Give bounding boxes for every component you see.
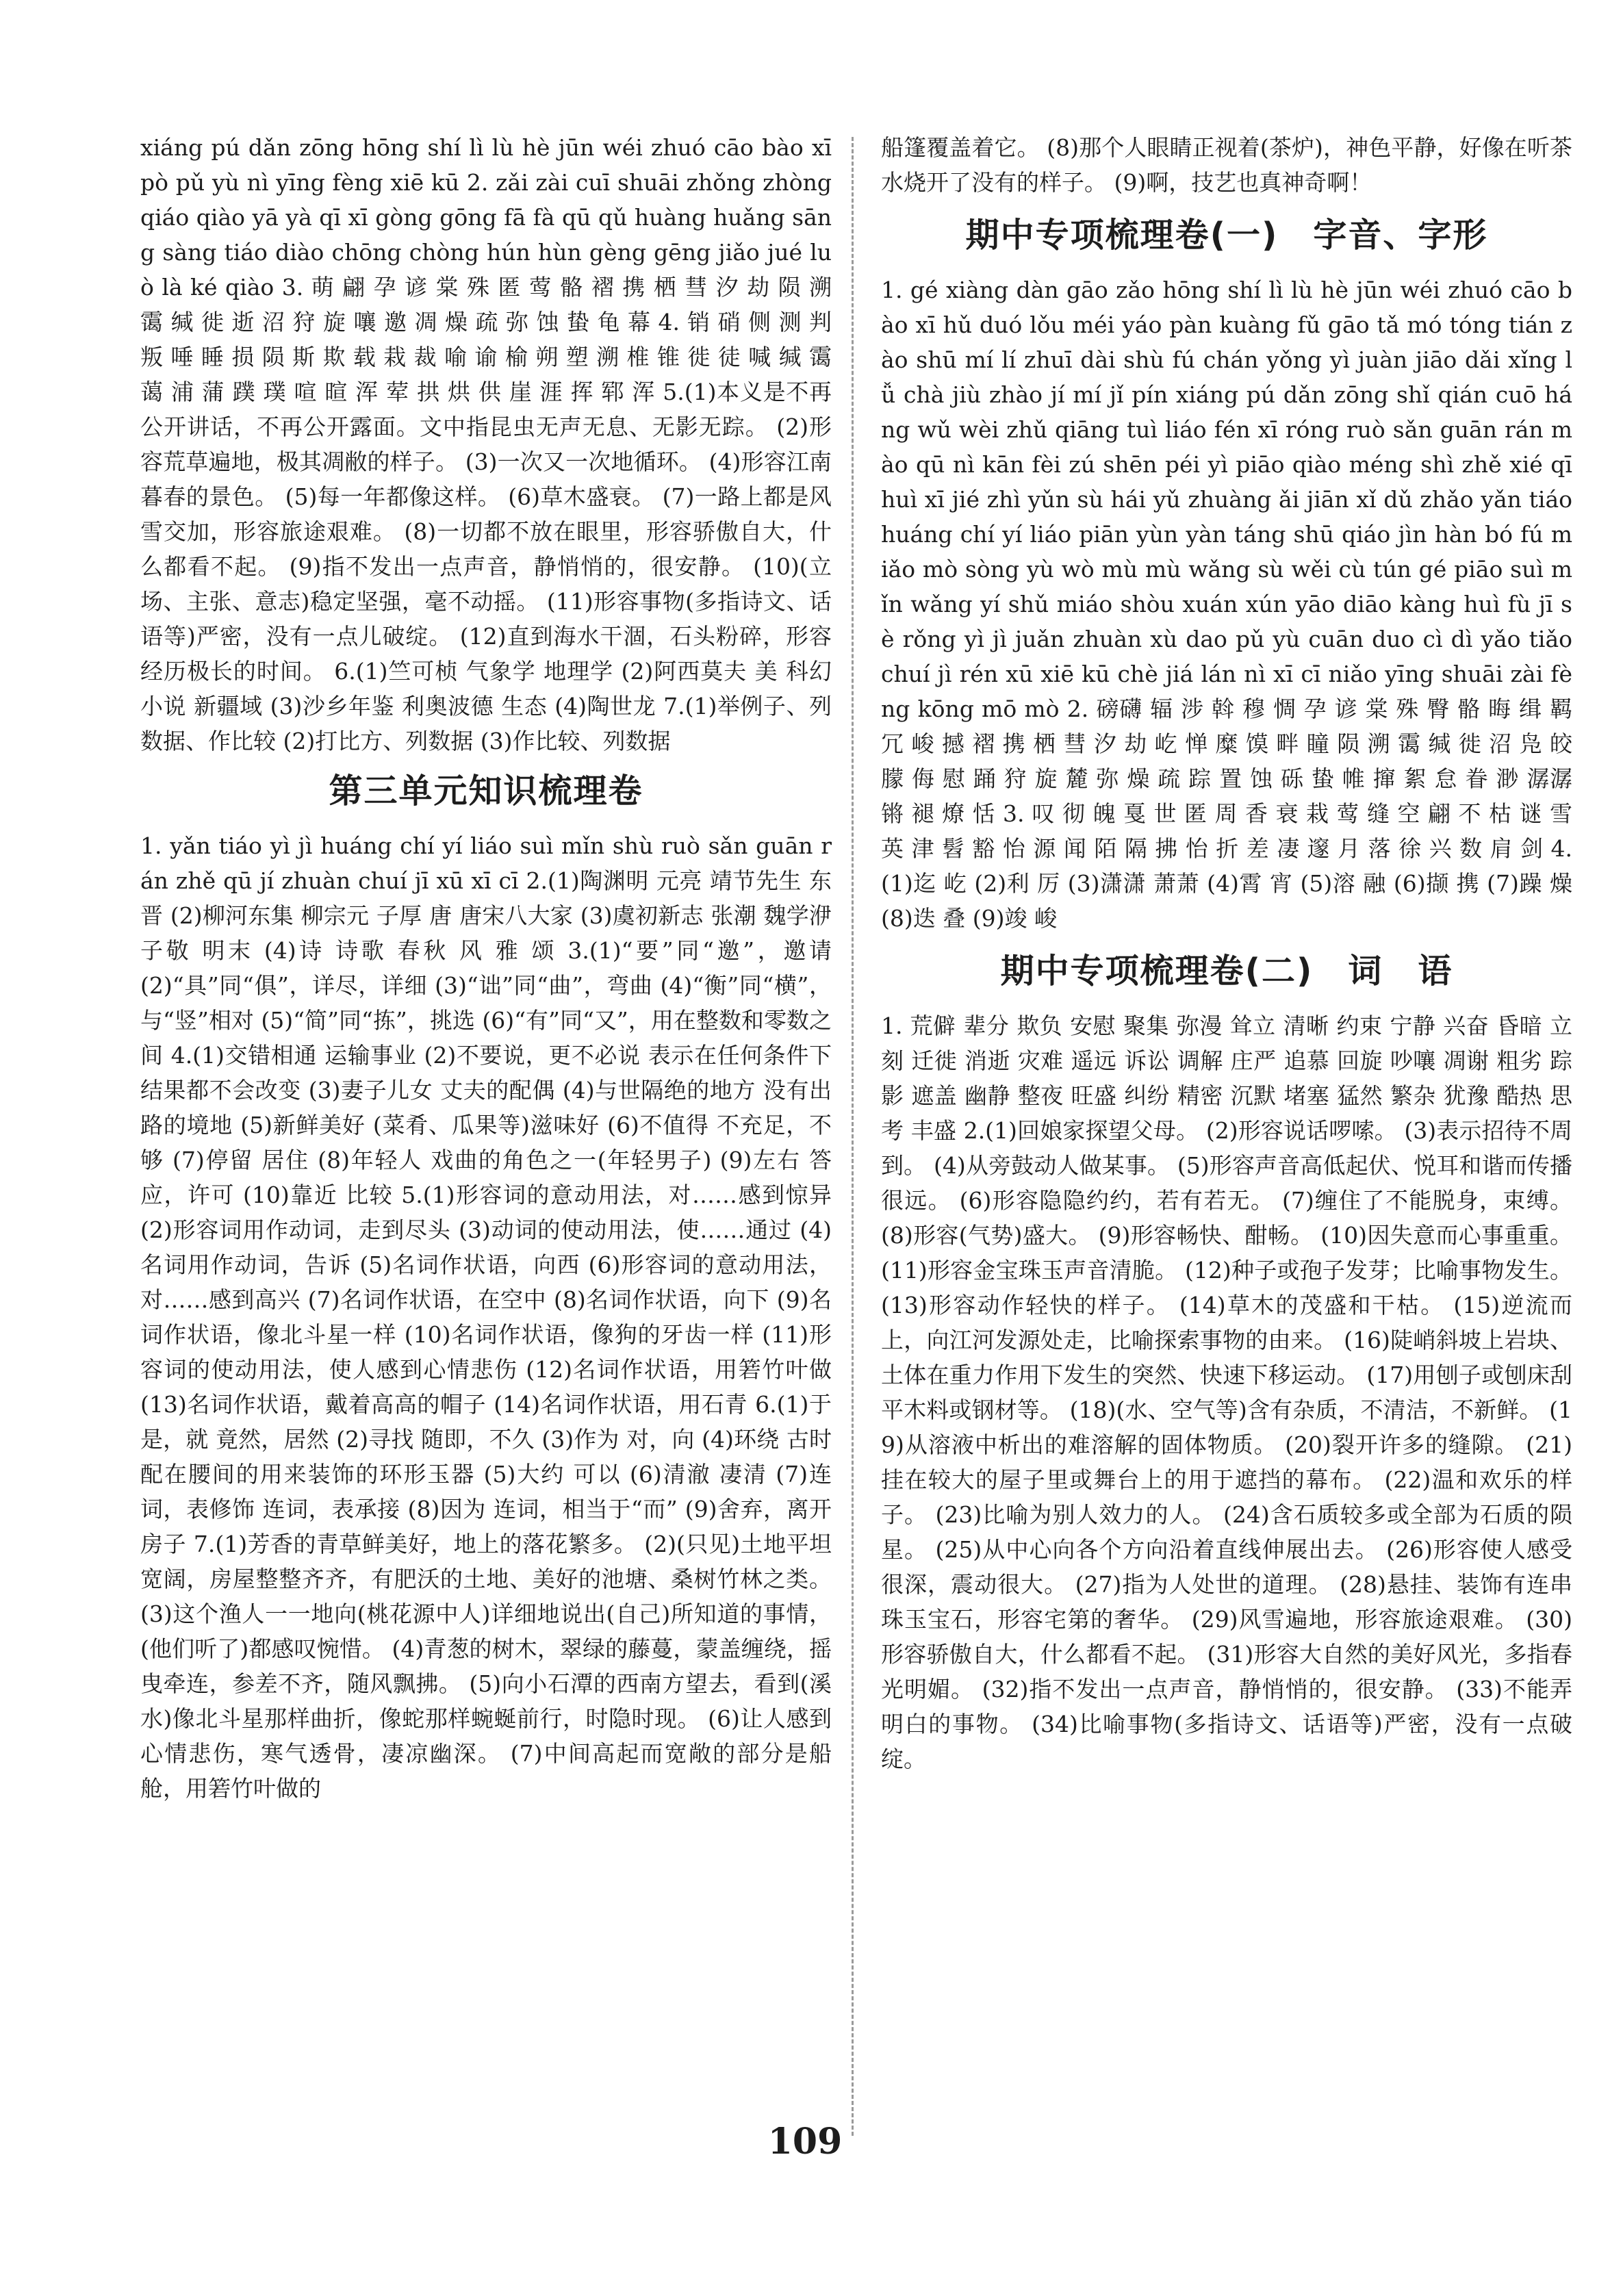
midterm-review-one-answers: 1. gé xiàng dàn gāo zǎo hōng shí lì lù hè jūn wéi zhuó cāo bào xī hǔ duó lǒu méi yáo pàn kuàng fǔ gāo tǎ mó tóng tián zào shū mí lí zhuī dài shù fú chán yǒng yì juàn jiāo dǎi xǐng lǚ chà jiù zhào jí mí jǐ pín xiáng pú dǎn zōng shǐ qián cuō háng wǔ wèi zhǔ qiāng tuì liáo fén xī róng ruò sǎn guān rán mào qū nì kān fèi zú shēn péi yì piāo qiào méng shì zhě xié qī huì xī jié zhì yǔn sù hái yǔ zhuàng ǎi jiān xǐ dǔ zhǎo yǎn tiáo huáng chí yí liáo piān yùn yàn táng shū qiáo jìn hàn bó fú miǎo mò sòng yù wò mù mù wǎng sù wěi cù tún gé piāo suì mǐn wǎng yí shǔ miáo shòu xuán xún yāo diāo kàng huì fù jī sè rǒng yì jì juǎn zhuàn xù dao pǔ yù cuān duo cì dì yǎo tiǎo chuí jì rén xū xiē kū chè jiá lán nì xī cī niǎo yīng shuāi zài fèng kōng mō mò 2. 磅礴 辐 涉 斡 穆 惆 孕 谚 棠 殊 臀 骼 晦 缉 羁 冗 峻 撼 褶 携 栖 彗 汐 劫 屹 惮 糜 馍 畔 瞳 陨 溯 霭 缄 徙 沼 凫 皎 朦 侮 慰 踊 狩 旋 麓 弥 燥 疏 踪 置 蚀 砾 蛰 帷 撺 絮 怠 眷 渺 潺潺 锵 褪 燎 恬 3. 叹 彻 魄 戛 世 匿 周 香 衰 栽 莺 缝 空 翩 不 枯 谜 雪 英 津 髫 豁 怡 源 闻 陌 隔 拂 怡 折 差 凄 邃 月 落 徐 兴 数 肩 剑 4.(1)迄 屹 (2)利 厉 (3)潇潇 萧萧 (4)霄 宵 (5)溶 融 (6)撷 携 (7)躁 燥 (8)迭 叠 (9)竣 峻 — [881, 277, 1572, 932]
unit-two-answers-continued: xiáng pú dǎn zōng hōng shí lì lù hè jūn wéi zhuó cāo bào xī pò pǔ yù nì yīng fèng xiē kū 2. zǎi zài cuī shuāi zhǒng zhòng qiáo qiào yā yà qī xī gòng gōng fā fà qū qǔ huàng huǎng sāng sàng tiáo diào chōng chòng hún hùn gèng gēng jiǎo jué luò là ké qiào 3. 萌 翩 孕 谚 棠 殊 匿 莺 骼 褶 携 栖 彗 汐 劫 陨 溯 霭 缄 徙 逝 沼 狩 旋 嚷 邀 凋 燥 疏 弥 蚀 蛰 龟 幕 4. 销 硝 侧 测 判 叛 唾 睡 损 陨 斯 欺 载 栽 裁 喻 谕 榆 朔 塑 溯 椎 锥 徙 徒 喊 缄 霭 蔼 浦 蒲 蹼 璞 喧 暄 浑 荤 拱 烘 供 崖 涯 挥 郓 浑 5.(1)本义是不再公开讲话，不再公开露面。文中指昆虫无声无息、无影无踪。 (2)形容荒草遍地，极其凋敝的样子。 (3)一次又一次地循环。 (4)形容江南暮春的景色。 (5)每一年都像这样。 (6)草木盛衰。 (7)一路上都是风雪交加，形容旅途艰难。 (8)一切都不放在眼里，形容骄傲自大，什么都看不起。 (9)指不发出一点声音，静悄悄的，很安静。 (10)(立场、主张、意志)稳定坚强，毫不动摇。 (11)形容事物(多指诗文、话语等)严密，没有一点儿破绽。 (12)直到海水干涸，石头粉碎，形容经历极长的时间。 6.(1)竺可桢 气象学 地理学 (2)阿西莫夫 美 科幻小说 新疆域 (3)沙乡年鉴 利奥波德 生态 (4)陶世龙 7.(1)举例子、列数据、作比较 (2)打比方、列数据 (3)作比较、列数据 — [140, 134, 832, 754]
right-column — [881, 130, 1572, 2170]
midterm-review-two-answers: 1. 荒僻 辈分 欺负 安慰 聚集 弥漫 耸立 清晰 约束 宁静 兴奋 昏暗 立刻 迁徙 消逝 灾难 遥远 诉讼 调解 庄严 追慕 回旋 吵嚷 凋谢 粗劣 踪影 遮盖 幽静 整夜 旺盛 纠纷 精密 沉默 堵塞 猛然 繁杂 犹豫 酷热 思考 丰盛 2.(1)回娘家探望父母。 (2)形容说话啰嗦。 (3)表示招待不周到。 (4)从旁鼓动人做某事。 (5)形容声音高低起伏、悦耳和谐而传播很远。 (6)形容隐隐约约，若有若无。 (7)缠住了不能脱身，束缚。 (8)形容(气势)盛大。 (9)形容畅快、酣畅。 (10)因失意而心事重重。 (11)形容金宝珠玉声音清脆。 (12)种子或孢子发芽；比喻事物发生。 (13)形容动作轻快的样子。 (14)草木的茂盛和干枯。 (15)逆流而上，向江河发源处走，比喻探索事物的由来。 (16)陡峭斜坡上岩块、土体在重力作用下发生的突然、快速下移运动。 (17)用刨子或刨床刮平木料或钢材等。 (18)(水、空气等)含有杂质，不清洁，不新鲜。 (19)从溶液中析出的难溶解的固体物质。 (20)裂开许多的缝隙。 (21)挂在较大的屋子里或舞台上的用于遮挡的幕布。 (22)温和欢乐的样子。 (23)比喻为别人效力的人。 (24)含石质较多或全部为石质的陨星。 (25)从中心向各个方向沿着直线伸展出去。 (26)形容使人感受很深，震动很大。 (27)指为人处世的道理。 (28)悬挂、装饰有连串珠玉宝石，形容宅第的奢华。 (29)风雪遍地，形容旅途艰难。 (30)形容骄傲自大，什么都看不起。 (31)形容大自然的美好风光，多指春光明媚。 (32)指不发出一点声音，静悄悄的，很安静。 (33)不能弄明白的事物。 (34)比喻事物(多指诗文、话语等)严密，没有一点破绽。 — [881, 1012, 1572, 1772]
unit-three-answers-continued: 船篷覆盖着它。 (8)那个人眼睛正视着(茶炉)，神色平静，好像在听茶水烧开了没有的样子。 (9)啊，技艺也真神奇啊！ — [881, 134, 1572, 196]
unit-three-answers: 1. yǎn tiáo yì jì huáng chí yí liáo suì mǐn shù ruò sǎn guān rán zhě qū jí zhuàn chuí jī xū xī cī 2.(1)陶渊明 元亮 靖节先生 东晋 (2)柳河东集 柳宗元 子厚 唐 唐宋八大家 (3)虞初新志 张潮 魏学洢 子敬 明末 (4)诗 诗歌 春秋 风 雅 颂 3.(1)“要”同“邀”，邀请 (2)“具”同“俱”，详尽，详细 (3)“诎”同“曲”，弯曲 (4)“衡”同“横”，与“竖”相对 (5)“简”同“拣”，挑选 (6)“有”同“又”，用在整数和零数之间 4.(1)交错相通 运输事业 (2)不要说，更不必说 表示在任何条件下结果都不会改变 (3)妻子儿女 丈夫的配偶 (4)与世隔绝的地方 没有出路的境地 (5)新鲜美好 (菜肴、瓜果等)滋味好 (6)不值得 不充足，不够 (7)停留 居住 (8)年轻人 戏曲的角色之一(年轻男子) (9)左右 答应，许可 (10)靠近 比较 5.(1)形容词的意动用法，对……感到惊异 (2)形容词用作动词，走到尽头 (3)动词的使动用法，使……通过 (4)名词用作动词，告诉 (5)名词作状语，向西 (6)形容词的意动用法，对……感到高兴 (7)名词作状语，在空中 (8)名词作状语，向下 (9)名词作状语，像北斗星一样 (10)名词作状语，像狗的牙齿一样 (11)形容词的使动用法，使人感到心情悲伤 (12)名词作状语，用箬竹叶做 (13)名词作状语，戴着高高的帽子 (14)名词作状语，用石青 6.(1)于是，就 竟然，居然 (2)寻找 随即，不久 (3)作为 对，向 (4)环绕 古时配在腰间的用来装饰的环形玉器 (5)大约 可以 (6)清澈 凄清 (7)连词，表修饰 连词，表承接 (8)因为 连词，相当于“而” (9)舍弃，离开 房子 7.(1)芳香的青草鲜美好，地上的落花繁多。 (2)(只见)土地平坦宽阔，房屋整整齐齐，有肥沃的土地、美好的池塘、桑树竹林之类。 (3)这个渔人一一地向(桃花源中人)详细地说出(自己)所知道的事情，(他们听了)都感叹惋惜。 (4)青葱的树木，翠绿的藤蔓，蒙盖缠绕，摇曳牵连，参差不齐，随风飘拂。 (5)向小石潭的西南方望去，看到(溪水)像北斗星那样曲折，像蛇那样蜿蜒前行，时隐时现。 (6)让人感到心情悲伤，寒气透骨，凄凉幽深。 (7)中间高起而宽敞的部分是船舱，用箬竹叶做的 — [140, 832, 832, 1802]
midterm-review-one-title: 期中专项梳理卷(一) 字音、字形 — [965, 216, 1488, 255]
midterm-review-two-title: 期中专项梳理卷(二) 词 语 — [1000, 952, 1453, 991]
column-divider — [852, 137, 854, 2136]
unit-three-title: 第三单元知识梳理卷 — [329, 771, 643, 811]
page-number: 109 — [767, 2121, 843, 2163]
left-column — [140, 130, 832, 2170]
